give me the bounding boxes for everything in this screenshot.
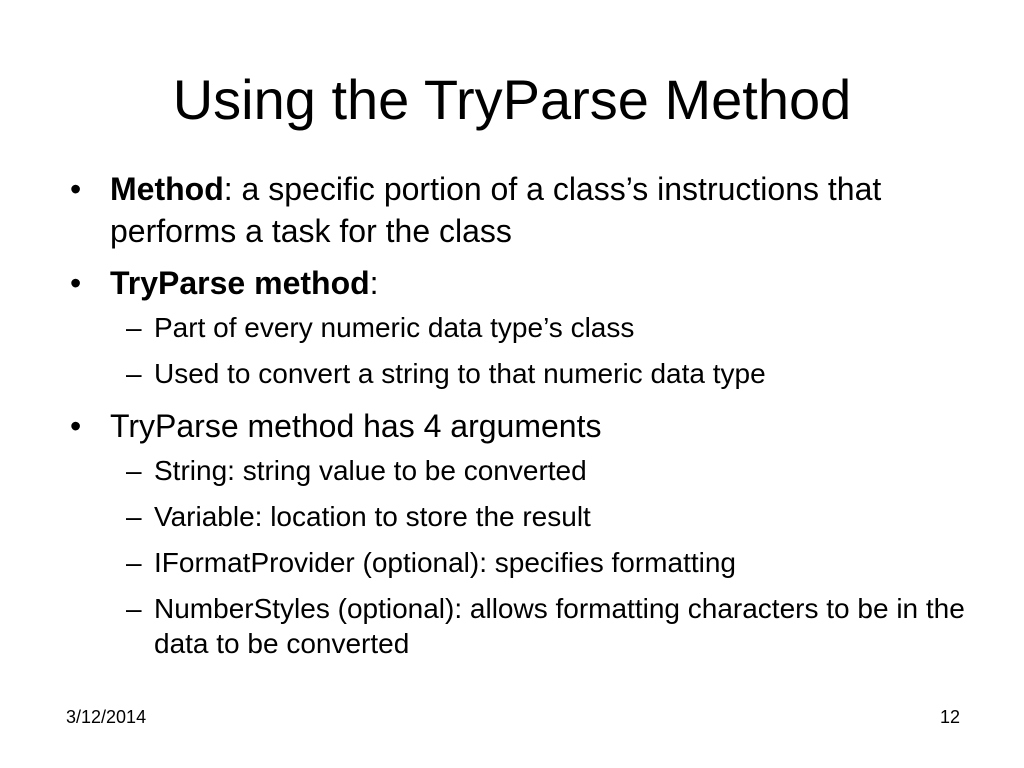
bullet-item-method [70, 168, 970, 252]
bullet-icon: • [70, 265, 82, 301]
sub-item-text: NumberStyles (optional): allows formatting characters to be in the data to be converted [154, 593, 965, 659]
sub-item-text: String: string value to be converted [154, 455, 587, 486]
bullet-text: : [369, 265, 379, 301]
bullet-term: Method [110, 171, 224, 207]
slide-title: Using the TryParse Method [172, 68, 852, 131]
footer-date: 3/12/2014 [66, 707, 147, 727]
bullet-text: : a specific portion of a class’s instructions that performs a task for the class [110, 171, 882, 249]
sub-item [70, 356, 970, 391]
bullet-item-tryparse-method [70, 262, 970, 304]
sub-item-text: Used to convert a string to that numeric data type [154, 358, 766, 389]
dash-icon: – [126, 312, 142, 343]
sub-item-text: Variable: location to store the result [154, 501, 591, 532]
bullet-icon: • [70, 171, 82, 207]
footer-page-number: 12 [939, 707, 960, 727]
dash-icon: – [126, 593, 142, 624]
sub-item-text: Part of every numeric data type’s class [154, 312, 635, 343]
bullet-icon: • [70, 408, 82, 444]
bullet-item-arguments [70, 405, 970, 447]
sub-item [70, 545, 970, 580]
bullet-text: TryParse method has 4 arguments [110, 408, 602, 444]
dash-icon: – [126, 547, 142, 578]
sub-item [70, 310, 970, 345]
dash-icon: – [126, 358, 142, 389]
bullet-term: TryParse method [110, 265, 370, 301]
sub-item [70, 591, 970, 661]
sub-item-text: IFormatProvider (optional): specifies formatting [154, 547, 736, 578]
dash-icon: – [126, 501, 142, 532]
dash-icon: – [126, 455, 142, 486]
sub-item [70, 499, 970, 534]
slide-body [70, 168, 970, 672]
sub-item [70, 453, 970, 488]
